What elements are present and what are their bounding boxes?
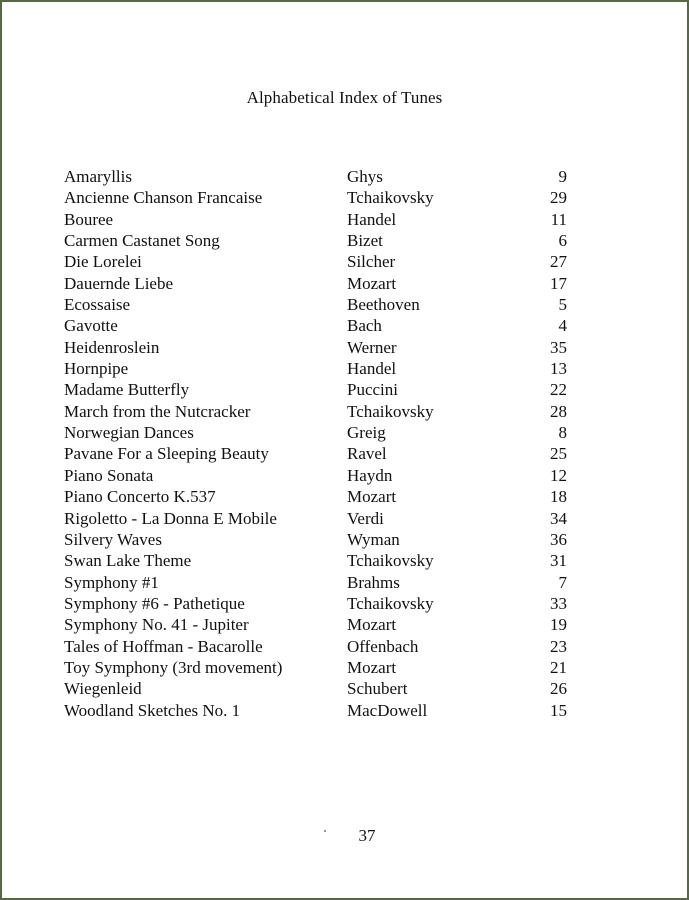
index-row bbox=[64, 166, 574, 187]
composer-name: Ravel bbox=[347, 444, 387, 464]
index-row bbox=[64, 230, 574, 251]
tune-title: Rigoletto - La Donna E Mobile bbox=[64, 508, 277, 528]
index-row bbox=[64, 251, 574, 272]
composer-name: Ghys bbox=[347, 167, 383, 186]
tune-page-number: 5 bbox=[558, 295, 567, 315]
tune-page-number: 6 bbox=[558, 231, 567, 251]
index-row bbox=[64, 187, 574, 208]
index-row bbox=[64, 379, 574, 400]
index-row bbox=[64, 636, 574, 657]
tune-page-number: 13 bbox=[550, 359, 567, 379]
composer-name: Bach bbox=[347, 316, 382, 336]
composer-name: MacDowell bbox=[347, 700, 428, 720]
tune-title: Ecossaise bbox=[64, 295, 131, 315]
composer-name: Beethoven bbox=[347, 295, 420, 315]
index-row bbox=[64, 315, 574, 336]
tune-title: Dauernde Liebe bbox=[64, 273, 174, 293]
composer-name: Bizet bbox=[347, 231, 383, 251]
tune-page-number: 15 bbox=[550, 700, 567, 720]
tune-page-number: 9 bbox=[558, 167, 567, 186]
index-row bbox=[64, 700, 574, 721]
index-row bbox=[64, 358, 574, 379]
tune-page-number: 12 bbox=[550, 465, 567, 485]
index-row bbox=[64, 529, 574, 550]
composer-name: Haydn bbox=[347, 465, 393, 485]
tune-title: Carmen Castanet Song bbox=[64, 231, 220, 251]
composer-name: Tchaikovsky bbox=[347, 401, 434, 421]
index-row bbox=[64, 465, 574, 486]
tune-title: Woodland Sketches No. 1 bbox=[64, 700, 241, 720]
tune-page-number: 19 bbox=[550, 615, 567, 635]
tune-title: Wiegenleid bbox=[64, 679, 142, 699]
tune-title: Symphony #1 bbox=[64, 572, 159, 592]
tune-title: Heidenroslein bbox=[64, 337, 160, 357]
tune-title: Ancienne Chanson Francaise bbox=[64, 188, 263, 208]
tune-title: Hornpipe bbox=[64, 359, 129, 379]
index-row bbox=[64, 443, 574, 464]
tune-page-number: 36 bbox=[550, 529, 567, 549]
tune-title: Tales of Hoffman - Bacarolle bbox=[64, 636, 263, 656]
index-row bbox=[64, 550, 574, 571]
tune-page-number: 23 bbox=[550, 636, 567, 656]
composer-name: Mozart bbox=[347, 657, 397, 677]
composer-name: Handel bbox=[347, 359, 397, 379]
tune-page-number: 35 bbox=[550, 337, 567, 357]
tune-title: Pavane For a Sleeping Beauty bbox=[64, 444, 269, 464]
composer-name: Offenbach bbox=[347, 636, 419, 656]
index-row bbox=[64, 486, 574, 507]
composer-name: Handel bbox=[347, 209, 397, 229]
index-row bbox=[64, 572, 574, 593]
tune-title: Silvery Waves bbox=[64, 529, 162, 549]
tune-title: Die Lorelei bbox=[64, 252, 142, 272]
tune-page-number: 26 bbox=[550, 679, 567, 699]
tune-page-number: 29 bbox=[550, 188, 567, 208]
tune-index-list bbox=[64, 166, 574, 721]
index-row bbox=[64, 508, 574, 529]
tune-page-number: 11 bbox=[550, 209, 567, 229]
index-row bbox=[64, 337, 574, 358]
tune-page-number: 33 bbox=[550, 593, 567, 613]
index-row bbox=[64, 209, 574, 230]
composer-name: Mozart bbox=[347, 273, 397, 293]
tune-page-number: 17 bbox=[550, 273, 567, 293]
page-title: Alphabetical Index of Tunes bbox=[246, 88, 443, 107]
composer-name: Werner bbox=[347, 337, 397, 357]
tune-title: Symphony No. 41 - Jupiter bbox=[64, 615, 249, 635]
tune-title: March from the Nutcracker bbox=[64, 401, 251, 421]
tune-title: Gavotte bbox=[64, 316, 118, 336]
tune-title: Swan Lake Theme bbox=[64, 551, 192, 571]
index-row bbox=[64, 593, 574, 614]
index-row bbox=[64, 273, 574, 294]
tune-title: Piano Concerto K.537 bbox=[64, 487, 216, 507]
composer-name: Verdi bbox=[347, 508, 384, 528]
tune-title: Bouree bbox=[64, 209, 114, 229]
index-row bbox=[64, 401, 574, 422]
index-row bbox=[64, 657, 574, 678]
composer-name: Tchaikovsky bbox=[347, 593, 434, 613]
tune-page-number: 21 bbox=[550, 657, 567, 677]
tune-page-number: 8 bbox=[558, 423, 567, 443]
tune-title: Symphony #6 - Pathetique bbox=[64, 593, 245, 613]
composer-name: Wyman bbox=[347, 529, 400, 549]
composer-name: Tchaikovsky bbox=[347, 188, 434, 208]
tune-page-number: 31 bbox=[550, 551, 567, 571]
tune-title: Norwegian Dances bbox=[64, 423, 194, 443]
tune-title: Madame Butterfly bbox=[64, 380, 190, 400]
tune-page-number: 28 bbox=[550, 401, 567, 421]
tune-page-number: 7 bbox=[558, 572, 567, 592]
index-row bbox=[64, 678, 574, 699]
tune-page-number: 18 bbox=[550, 487, 567, 507]
tune-title: Piano Sonata bbox=[64, 465, 154, 485]
index-row bbox=[64, 422, 574, 443]
index-row bbox=[64, 294, 574, 315]
page-number: 37 bbox=[358, 826, 376, 845]
composer-name: Silcher bbox=[347, 252, 396, 272]
composer-name: Puccini bbox=[347, 380, 398, 400]
composer-name: Tchaikovsky bbox=[347, 551, 434, 571]
composer-name: Schubert bbox=[347, 679, 408, 699]
composer-name: Brahms bbox=[347, 572, 400, 592]
tune-title: Toy Symphony (3rd movement) bbox=[64, 657, 283, 677]
tune-page-number: 22 bbox=[550, 380, 567, 400]
tune-title: Amaryllis bbox=[64, 167, 132, 186]
composer-name: Mozart bbox=[347, 615, 397, 635]
index-row bbox=[64, 614, 574, 635]
tune-page-number: 27 bbox=[550, 252, 567, 272]
tune-page-number: 4 bbox=[558, 316, 567, 336]
tune-page-number: 25 bbox=[550, 444, 567, 464]
composer-name: Mozart bbox=[347, 487, 397, 507]
tune-page-number: 34 bbox=[550, 508, 567, 528]
composer-name: Greig bbox=[347, 423, 386, 443]
